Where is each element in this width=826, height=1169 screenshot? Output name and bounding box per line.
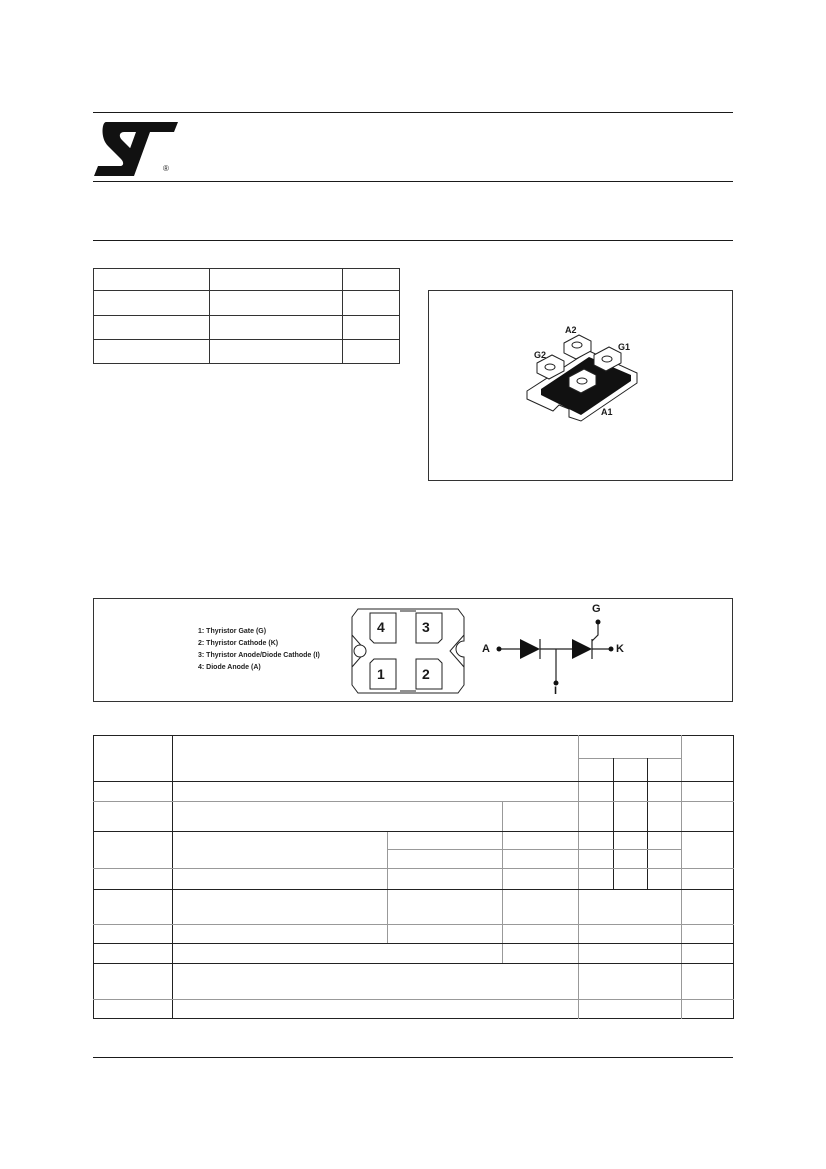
schematic-label-a: A <box>482 643 490 655</box>
pin-legend-item: 2: Thyristor Cathode (K) <box>198 640 279 647</box>
header-bottom-rule <box>93 181 733 182</box>
package-figure <box>428 290 733 481</box>
registered-mark: ® <box>163 164 169 173</box>
label-g1: G1 <box>618 342 631 352</box>
pad-2: 2 <box>422 666 430 682</box>
pin-legend-item: 3: Thyristor Anode/Diode Cathode (I) <box>198 652 320 659</box>
pad-3: 3 <box>422 619 430 635</box>
label-a2: A2 <box>565 325 577 335</box>
pin-legend <box>198 626 320 674</box>
label-a1: A1 <box>601 407 613 417</box>
isotop-package-icon <box>519 321 649 431</box>
main-features-table <box>93 268 400 364</box>
pin-legend-item: 4: Diode Anode (A) <box>198 664 261 671</box>
top-rule <box>93 112 733 113</box>
pin-legend-item: 1: Thyristor Gate (G) <box>198 628 267 635</box>
pad-4: 4 <box>377 619 385 635</box>
schematic-label-i: I <box>554 685 558 697</box>
footer-rule <box>93 1057 733 1058</box>
schematic-label-k: K <box>616 643 624 655</box>
schematic-label-g: G <box>592 603 601 615</box>
label-g2: G2 <box>534 350 547 360</box>
package-top-view-icon <box>348 605 468 697</box>
title-bottom-rule <box>93 240 733 241</box>
pad-1: 1 <box>377 666 385 682</box>
